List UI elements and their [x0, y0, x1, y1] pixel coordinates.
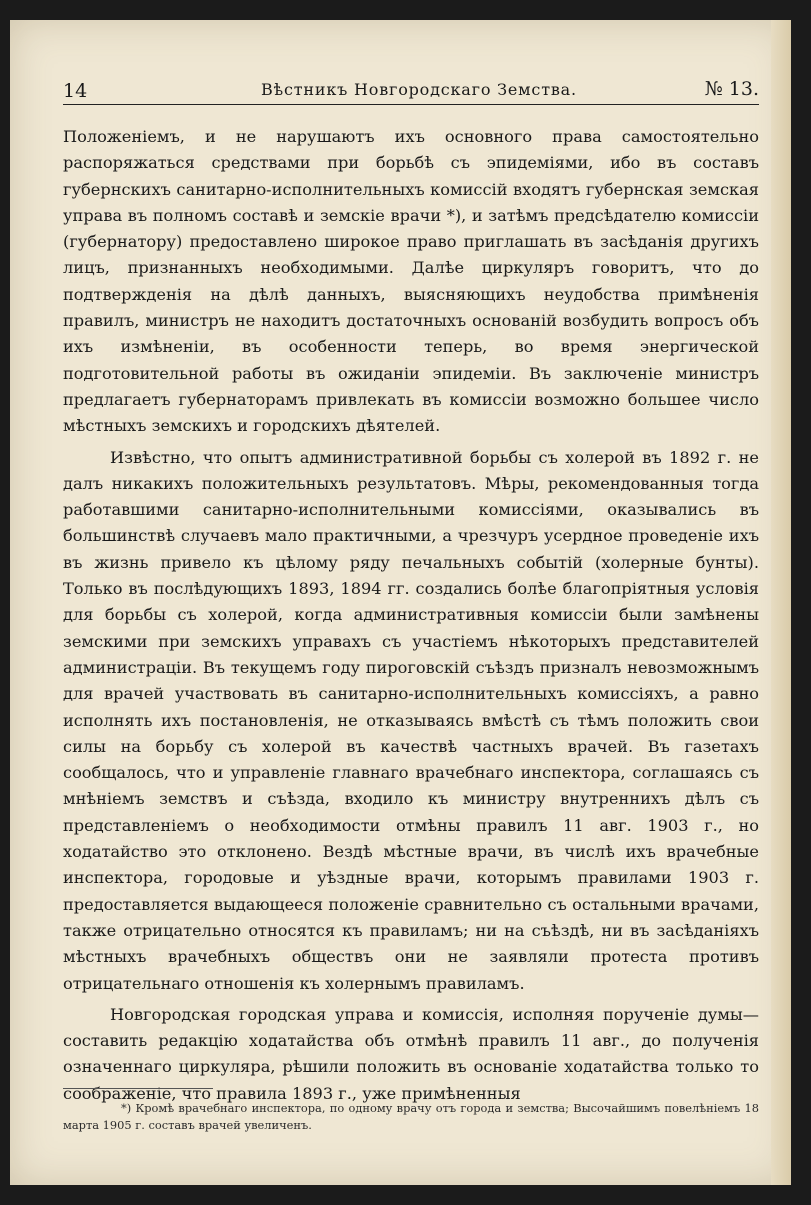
footnote: *) Кромѣ врачебнаго инспектора, по одному врачу отъ города и земства; Высочайшимъ повелѣніемъ 18 марта 1905 г. составъ врачей увеличенъ.	[63, 1101, 759, 1132]
issue-number: № 13.	[704, 78, 759, 100]
journal-title: Вѣстникъ Новгородскаго Земства.	[261, 80, 577, 99]
page-edge	[771, 20, 791, 1185]
running-header	[63, 78, 759, 105]
journal-page	[10, 20, 791, 1185]
footnote-divider	[63, 1088, 213, 1089]
paragraph: Извѣстно, что опытъ административной борьбы съ холерой въ 1892 г. не далъ никакихъ положительныхъ результатовъ. Мѣры, рекомендованныя тогда работавшими санитарно-исполнительными комиссіями, оказывались въ большинствѣ случаевъ мало практичными, а чрезчуръ усердное проведеніе ихъ въ жизнь привело къ цѣлому ряду печальныхъ событій (холерные бунты). Только въ послѣдующихъ 1893, 1894 гг. создались болѣе благопріятныя условія для борьбы съ холерой, когда административныя комиссіи были замѣнены земскими при земскихъ управахъ съ участіемъ нѣкоторыхъ представителей администраціи. Въ текущемъ году пироговскій съѣздъ призналъ невозможнымъ для врачей участвовать въ санитарно-исполнительныхъ комиссіяхъ, а равно исполнять ихъ постановленія, не отказываясь вмѣстѣ съ тѣмъ положить свои силы на борьбу съ холерой въ качествѣ частныхъ врачей. Въ газетахъ сообщалось, что и управленіе главнаго врачебнаго инспектора, соглашаясь съ мнѣніемъ земствъ и съѣзда, входило къ министру внутреннихъ дѣлъ съ представленіемъ о необходимости отмѣны правилъ 11 авг. 1903 г., но ходатайство это отклонено. Вездѣ мѣстные врачи, въ числѣ ихъ врачебные инспектора, городовые и уѣздные врачи, которымъ правилами 1903 г. предоставляется выдающееся положеніе сравнительно съ остальными врачами, также отрицательно относятся къ правиламъ; ни на съѣздѣ, ни въ засѣданіяхъ мѣстныхъ врачебныхъ обществъ они не заявляли протеста противъ отрицательнаго отношенія къ холернымъ правиламъ.	[63, 447, 759, 993]
paragraph-continued: Положеніемъ, и не нарушаютъ ихъ основного права самостоятельно распоряжаться средствами при борьбѣ съ эпидеміями, ибо въ составъ губернскихъ санитарно-исполнительныхъ комиссій входятъ губернская земская управа въ полномъ составѣ и земскіе врачи *), и затѣмъ предсѣдателю комиссіи (губернатору) предоставлено широкое право приглашать въ засѣданія другихъ лицъ, признанныхъ необходимыми. Далѣе циркуляръ говоритъ, что до подтвержденія на дѣлѣ данныхъ, выясняющихъ неудобства примѣненія правилъ, министръ не находитъ достаточныхъ основаній возбудить вопросъ объ ихъ измѣненіи, въ особенности теперь, во время энергической подготовительной работы въ ожиданіи эпидеміи. Въ заключеніе министръ предлагаетъ губернаторамъ привлекать въ комиссіи возможно большее число мѣстныхъ земскихъ и городскихъ дѣятелей.	[63, 127, 759, 436]
page-number: 14	[63, 80, 88, 102]
article-body	[63, 124, 759, 1107]
paragraph: Новгородская городская управа и комиссія, исполняя порученіе думы—составить редакцію ходатайства объ отмѣнѣ правилъ 11 авг., до полученія означеннаго циркуляра, рѣшили положить въ основаніе ходатайства только то соображеніе, что правила 1893 г., уже примѣненныя	[63, 1004, 759, 1103]
